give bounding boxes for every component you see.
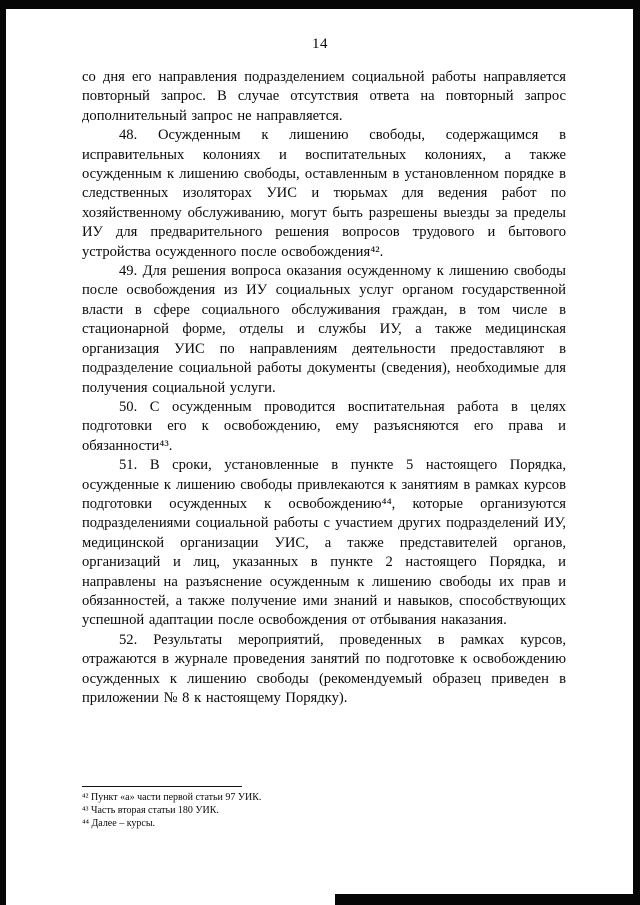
- scan-artifact-right-edge: [633, 0, 640, 905]
- footnote-44: ⁴⁴ Далее – курсы.: [82, 818, 156, 829]
- footnote-separator-line: [82, 786, 242, 787]
- footnote-42: ⁴² Пункт «а» части первой статьи 97 УИК.: [82, 792, 262, 803]
- paragraph-continuation: со дня его направления подразделением социальной работы направляется повторный запрос. В случае отсутствия ответа на повторный запрос дополнительный запрос не направляется.: [82, 69, 566, 124]
- paragraph-49: 49. Для решения вопроса оказания осужденному к лишению свободы после освобождения из ИУ социальных услуг органом государственной власти в сфере социального обслуживания граждан, в том числе в стационарной форме, отделы и службы ИУ, а также медицинская организация УИС по направлениям деятельности предоставляют в подразделение социальной работы документы (сведения), необходимые для получения социальной услуги.: [82, 263, 566, 396]
- scan-artifact-bottom-edge: [335, 894, 640, 905]
- scan-artifact-left-edge: [0, 0, 6, 905]
- paragraph-50: 50. С осужденным проводится воспитательная работа в целях подготовки его к освобождению, ему разъясняются его права и обязанности⁴³.: [82, 398, 566, 454]
- page-number: 14: [312, 36, 328, 52]
- document-body: [82, 68, 566, 708]
- footnotes-section: [82, 786, 566, 830]
- paragraph-52: 52. Результаты мероприятий, проведенных в рамках курсов, отражаются в журнале проведения занятий по подготовке к освобождению осужденных к лишению свободы (рекомендуемый образец приведен в приложении № 8 к настоящему Порядку).: [82, 631, 566, 706]
- paragraph-48: 48. Осужденным к лишению свободы, содержащимся в исправительных колониях и воспитательных колониях, а также осужденным к лишению свободы, оставленным в установленном порядке в следственных изоляторах УИС и тюрьмах для ведения работ по хозяйственному обслуживанию, могут быть разрешены выезды за пределы ИУ для предварительного решения вопросов трудового и бытового устройства осужденного после освобождения⁴².: [82, 127, 566, 260]
- scan-artifact-top-edge: [0, 0, 640, 9]
- footnote-43: ⁴³ Часть вторая статьи 180 УИК.: [82, 805, 219, 816]
- paragraph-51: 51. В сроки, установленные в пункте 5 настоящего Порядка, осужденные к лишению свободы привлекаются к занятиям в рамках курсов подготовки осужденных к освобождению⁴⁴, которые организуются подразделениями социальной работы с участием других подразделений ИУ, медицинской организации УИС, а также представителей органов, организаций и лиц, указанных в пункте 2 настоящего Порядка, и направлены на разъяснение осужденным к лишению свободы их прав и обязанностей, а также получение ими знаний и навыков, способствующих успешной адаптации после освобождения от отбывания наказания.: [82, 457, 566, 629]
